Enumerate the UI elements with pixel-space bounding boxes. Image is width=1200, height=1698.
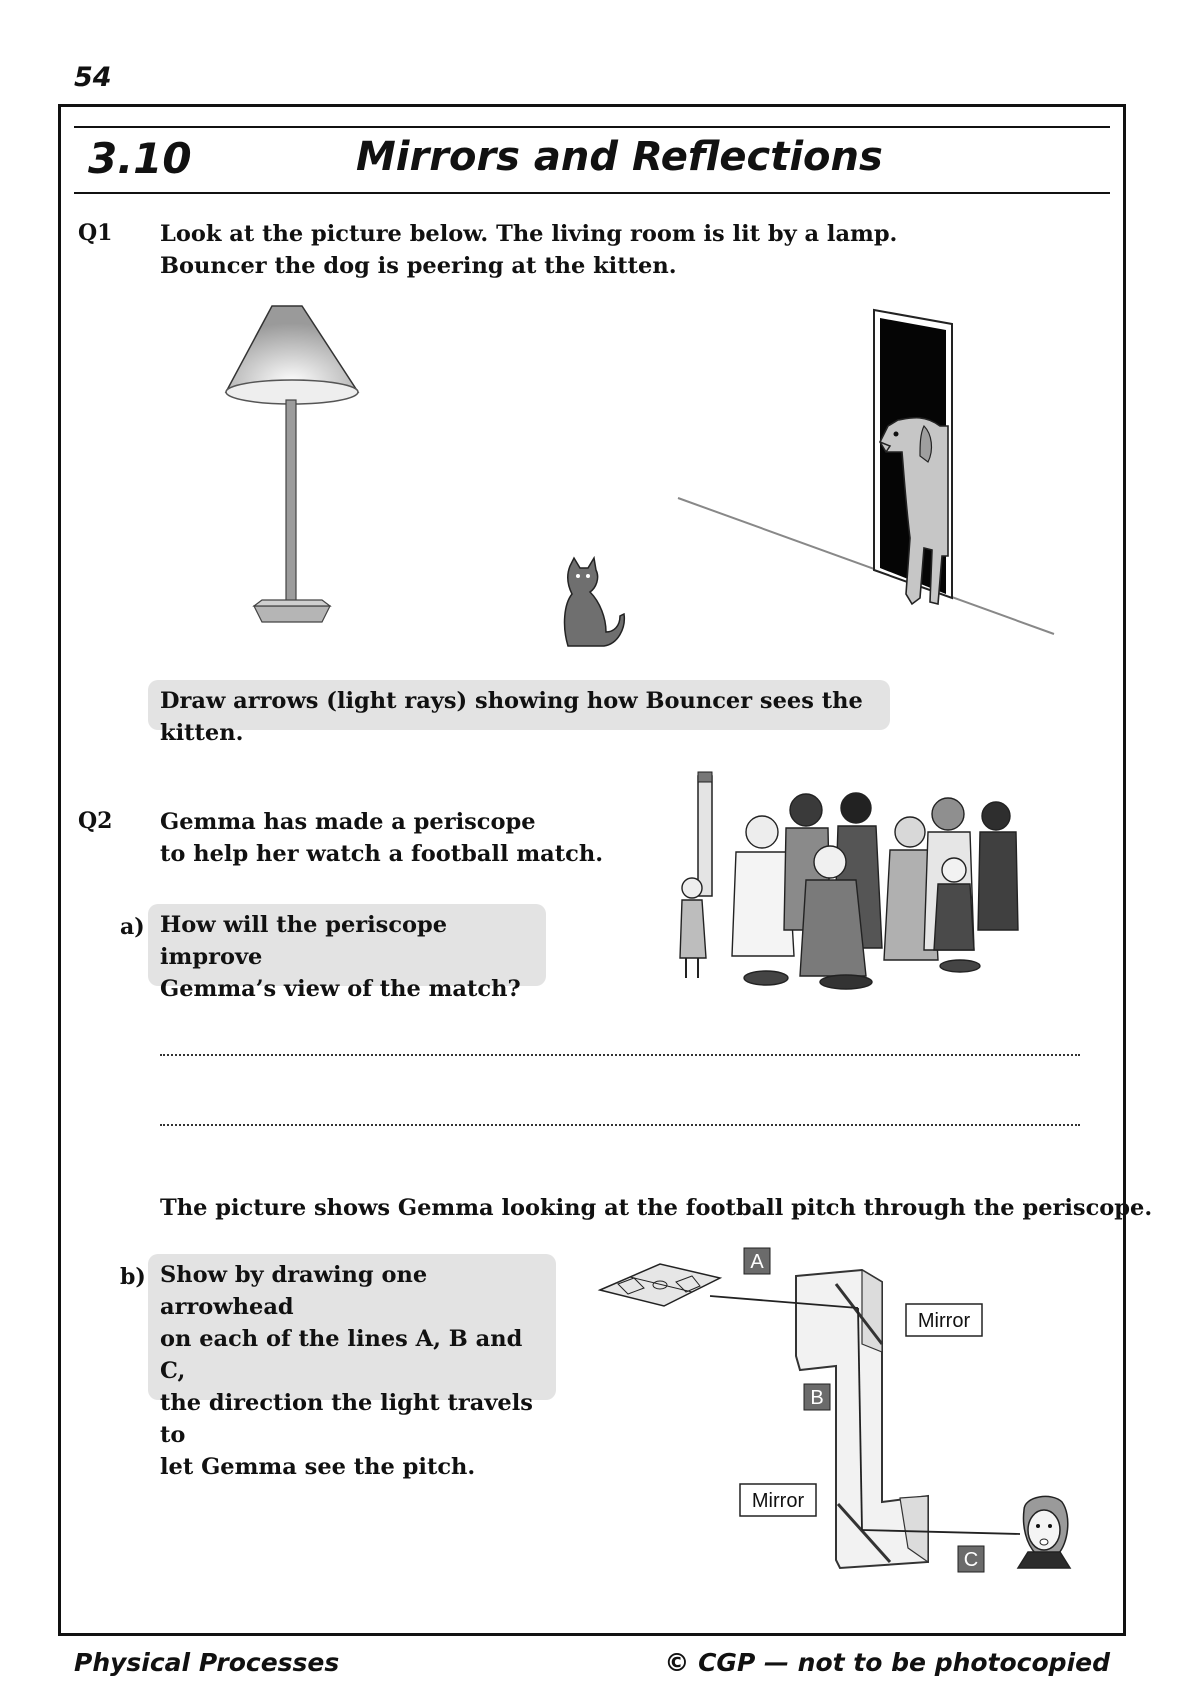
q2b-line-4: let Gemma see the pitch. <box>160 1454 476 1480</box>
answer-line-2[interactable] <box>160 1124 1080 1126</box>
gemma-face-icon <box>1018 1496 1070 1568</box>
title-rule-bottom <box>74 192 1110 194</box>
q1-instruction: Draw arrows (light rays) showing how Bouncer sees the kitten. <box>160 688 863 746</box>
q2a-line-1: How will the periscope improve <box>160 912 448 970</box>
q1-line-1: Look at the picture below. The living room is lit by a lamp. <box>160 221 898 247</box>
lamp-illustration <box>222 304 364 624</box>
crowd-periscope-illustration <box>670 770 1040 990</box>
q2-label: Q2 <box>78 808 113 834</box>
q2a-line-2: Gemma’s view of the match? <box>160 976 521 1002</box>
footer-copyright: © CGP — not to be photocopied <box>664 1648 1110 1677</box>
q2-line-2: to help her watch a football match. <box>160 841 604 867</box>
q1-instruction-box <box>148 680 890 746</box>
kitten-illustration <box>554 556 628 648</box>
dog-in-doorway-illustration <box>840 306 970 618</box>
q2b-label: b) <box>120 1264 146 1290</box>
q1-text <box>160 218 897 282</box>
diagram-label-b: B <box>810 1387 824 1409</box>
diagram-label-a: A <box>750 1251 764 1273</box>
diagram-label-c: C <box>963 1549 979 1571</box>
q1-label: Q1 <box>78 220 113 246</box>
q2b-line-3: the direction the light travels to <box>160 1390 533 1448</box>
football-pitch-icon <box>600 1264 720 1306</box>
q2a-label: a) <box>120 914 145 940</box>
q2a-prompt-box <box>148 904 546 1002</box>
q2-text <box>160 806 603 870</box>
q2b-line-1: Show by drawing one arrowhead <box>160 1262 428 1320</box>
footer-section-name: Physical Processes <box>74 1648 340 1677</box>
section-title: Mirrors and Reflections <box>356 134 883 180</box>
mirror-label-bottom: Mirror <box>751 1490 805 1512</box>
q2b-line-2: on each of the lines A, B and C, <box>160 1326 523 1384</box>
title-rule-top <box>74 126 1110 128</box>
mirror-label-top: Mirror <box>917 1310 971 1332</box>
page-number: 54 <box>74 62 112 93</box>
section-number: 3.10 <box>88 134 192 183</box>
q2b-prompt-box <box>148 1254 556 1480</box>
q2-line-1: Gemma has made a periscope <box>160 809 536 835</box>
q2-statement: The picture shows Gemma looking at the football pitch through the periscope. <box>160 1195 1153 1221</box>
answer-line-1[interactable] <box>160 1054 1080 1056</box>
periscope-diagram <box>600 1248 1080 1576</box>
q1-line-2: Bouncer the dog is peering at the kitten. <box>160 253 677 279</box>
